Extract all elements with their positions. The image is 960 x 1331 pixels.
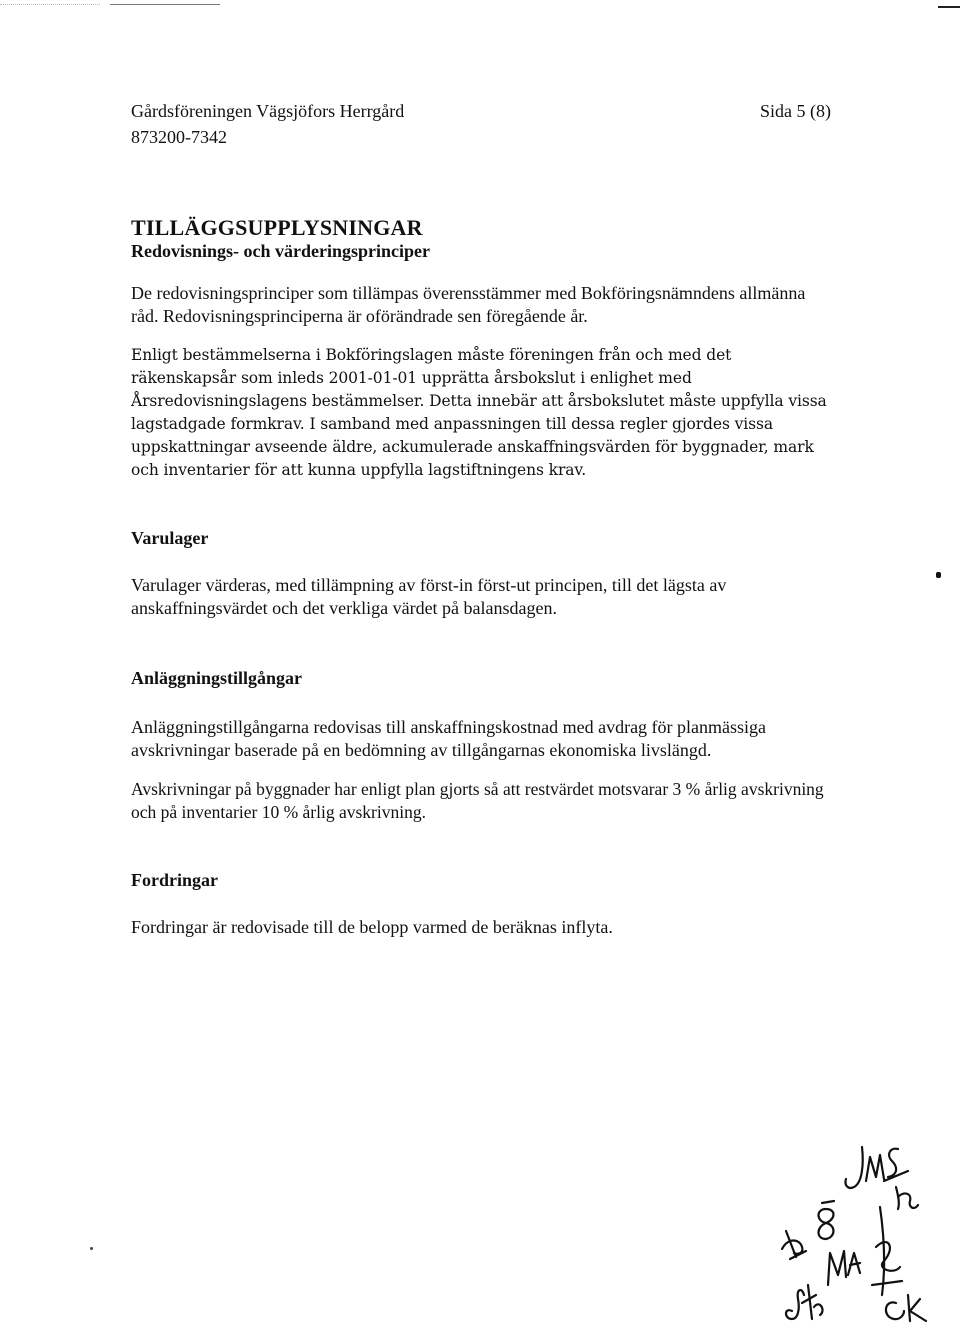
signature-jms bbox=[845, 1147, 918, 1209]
heading-varulager: Varulager bbox=[131, 528, 209, 548]
scan-speck-small bbox=[90, 1247, 93, 1250]
handwritten-signatures bbox=[780, 1135, 940, 1325]
signature-ma bbox=[828, 1251, 860, 1285]
signature-loop bbox=[819, 1201, 835, 1239]
paragraph-varulager: Varulager värderas, med tillämpning av först-in först-ut principen, till det lägsta av anskaffningsvärdet och det verkliga värdet på balansdagen. bbox=[131, 575, 727, 618]
heading-fordringar: Fordringar bbox=[131, 870, 218, 890]
organization-name: Gårdsföreningen Vägsjöfors Herrgård bbox=[131, 101, 405, 121]
page-number: Sida 5 (8) bbox=[760, 101, 831, 121]
intro-paragraph: De redovisningsprinciper som tillämpas överensstämmer med Bokföringsnämndens allmänna råd. Redovisningsprinciperna är oförändrade sen föregående år. bbox=[131, 283, 806, 326]
signature-left bbox=[782, 1231, 806, 1259]
organization-number: 873200-7342 bbox=[131, 127, 227, 147]
signature-bottom-left bbox=[786, 1285, 822, 1319]
page-header bbox=[131, 98, 831, 150]
paragraph-fordringar: Fordringar är redovisade till de belopp varmed de beräknas inflyta. bbox=[131, 917, 613, 937]
paragraph-anlaggning-1: Anläggningstillgångarna redovisas till anskaffningskostnad med avdrag för planmässiga avskrivningar baserade på en bedömning av tillgångarnas ekonomiska livslängd. bbox=[131, 717, 767, 760]
scan-speck bbox=[936, 572, 941, 578]
paragraph-anlaggning-2: Avskrivningar på byggnader har enligt plan gjorts så att restvärdet motsvarar 3 % årlig avskrivning och på inventarier 10 % årlig avskrivning. bbox=[131, 779, 824, 822]
main-heading: TILLÄGGSUPPLYSNINGAR bbox=[131, 215, 423, 240]
heading-anlaggningstillgangar: Anläggningstillgångar bbox=[131, 668, 303, 688]
law-paragraph: Enligt bestämmelserna i Bokföringslagen måste föreningen från och med det räkenskapsår som inleds 2001-01-01 upprätta årsbokslut i enlighet med Årsredovisningslagens bestämmelser. Detta innebär att årsbokslutet måste uppfylla vissa lagstadgade formkrav. I samband med anpassningen till dessa regler gjordes vissa uppskattningar avseende äldre, ackumulerade anskaffningsvärden för byggnader, mark och inventarier för att kunna uppfylla lagstiftningens krav. bbox=[131, 346, 827, 479]
scan-edge-mark-line bbox=[110, 4, 220, 5]
scan-edge-mark-dots bbox=[0, 4, 100, 5]
sub-heading: Redovisnings- och värderingsprinciper bbox=[131, 241, 431, 261]
document-page bbox=[131, 98, 831, 939]
scan-edge-mark-right bbox=[938, 6, 960, 8]
header-organization-block bbox=[131, 98, 404, 150]
signature-ck bbox=[886, 1295, 926, 1321]
signature-tall bbox=[872, 1207, 902, 1295]
